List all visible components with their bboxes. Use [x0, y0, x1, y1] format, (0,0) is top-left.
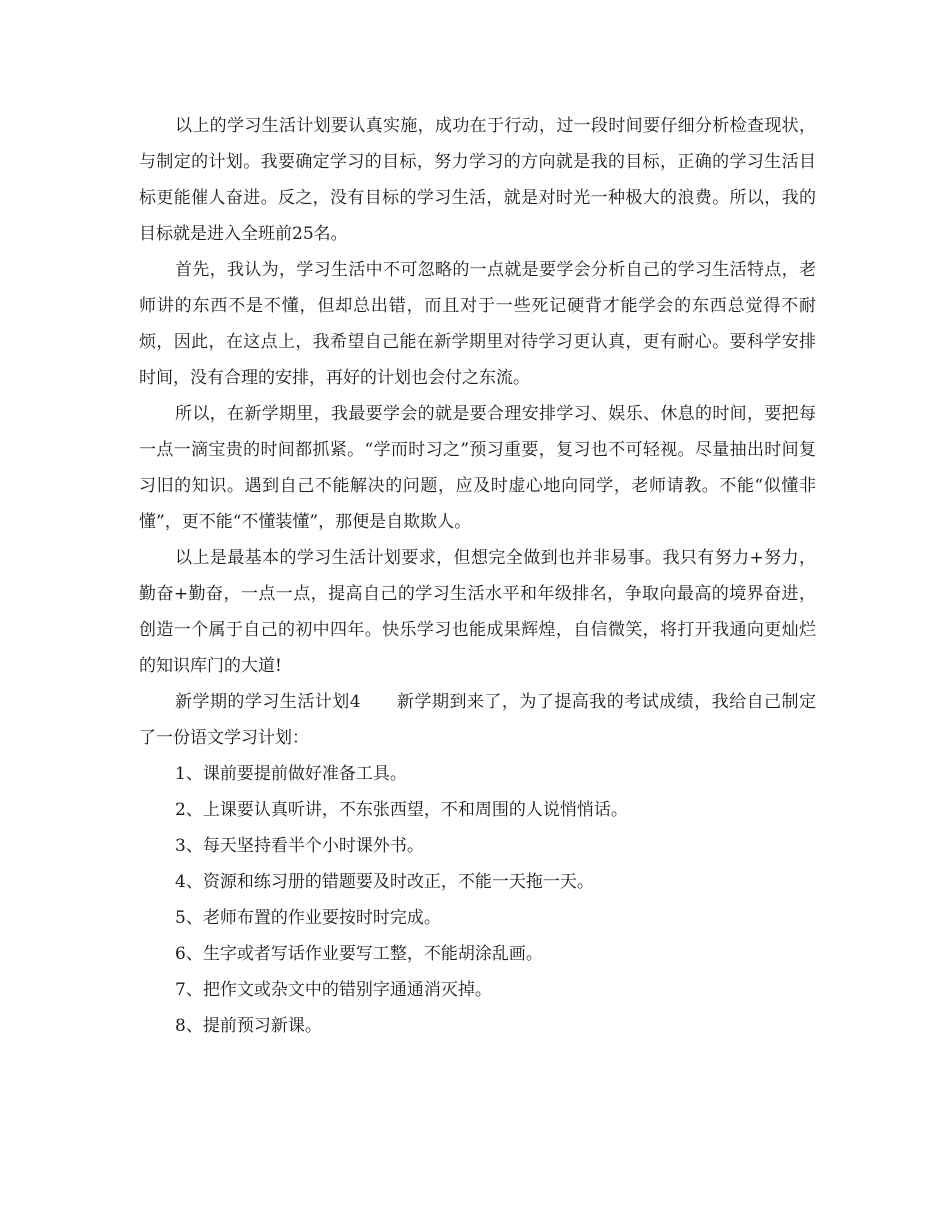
list-item-7: 7、把作文或杂文中的错别字通通消灭掉。 [175, 980, 492, 1000]
list-item-5: 5、老师布置的作业要按时时完成。 [175, 908, 441, 928]
paragraph-1: 以上的学习生活计划要认真实施，成功在于行动，过一段时间要仔细分析检查现状，与制定的计划。我要确定学习的目标，努力学习的方向就是我的目标，正确的学习生活目标更能催人奋进。反之，没有目标的学习生活，就是对时光一种极大的浪费。所以，我的目标就是进入全班前25名。 [139, 116, 816, 244]
paragraph-3: 所以，在新学期里，我最要学会的就是要合理安排学习、娱乐、休息的时间，要把每一点一滴宝贵的时间都抓紧。“学而时习之”预习重要，复习也不可轻视。尽量抽出时间复习旧的知识。遇到自己不能解决的问题，应及时虚心地向同学，老师请教。不能“似懂非懂”，更不能“不懂装懂”，那便是自欺欺人。 [139, 404, 816, 532]
list-item-1: 1、课前要提前做好准备工具。 [175, 764, 407, 784]
paragraph-2: 首先，我认为，学习生活中不可忽略的一点就是要学会分析自己的学习生活特点，老师讲的东西不是不懂，但却总出错，而且对于一些死记硬背才能学会的东西总觉得不耐烦，因此，在这点上，我希望自己能在新学期里对待学习更认真，更有耐心。要科学安排时间，没有合理的安排，再好的计划也会付之东流。 [139, 260, 816, 388]
list-item-4: 4、资源和练习册的错题要及时改正，不能一天拖一天。 [175, 872, 594, 892]
paragraph-4: 以上是最基本的学习生活计划要求，但想完全做到也并非易事。我只有努力+努力，勤奋+勤奋，一点一点，提高自己的学习生活水平和年级排名，争取向最高的境界奋进，创造一个属于自己的初中四年。快乐学习也能成果辉煌，自信微笑，将打开我通向更灿烂的知识库门的大道! [139, 548, 816, 676]
section-heading: 新学期的学习生活计划4 [175, 692, 361, 712]
section-paragraph [139, 684, 816, 756]
section-intro: 新学期到来了，为了提高我的考试成绩，我给自己制定了一份语文学习计划： [139, 692, 816, 748]
list-item-8: 8、提前预习新课。 [175, 1016, 322, 1036]
list-item-2: 2、上课要认真听讲，不东张西望，不和周围的人说悄悄话。 [175, 800, 628, 820]
list-item-3: 3、每天坚持看半个小时课外书。 [175, 836, 424, 856]
list-item-6: 6、生字或者写话作业要写工整，不能胡涂乱画。 [175, 944, 543, 964]
